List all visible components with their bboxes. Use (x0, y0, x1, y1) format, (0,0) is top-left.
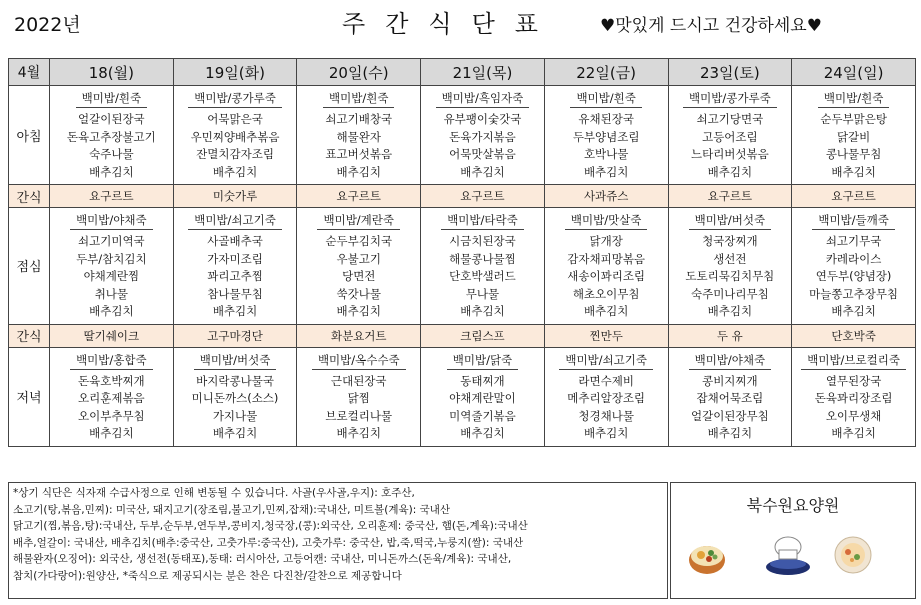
main-dish: 백미밥/들깨죽 (812, 212, 895, 230)
side-dish: 잡채어묵조림 (696, 391, 764, 405)
side-dish: 우불고기 (336, 251, 381, 266)
side-dish: 배추김치 (212, 304, 258, 318)
main-dish: 백미밥/쇠고기죽 (559, 352, 653, 370)
side-dish: 배추김치 (831, 426, 876, 440)
side-dish: 생선전 (713, 251, 747, 266)
side-dish: 돈육호박찌개 (78, 373, 145, 388)
header-slogan: ♥맛있게 드시고 건강하세요♥ (600, 16, 822, 36)
side-dish: 해물콩나물찜 (449, 251, 516, 266)
side-dish: 미니돈까스(소스) (191, 391, 279, 405)
side-dish: 닭갈비 (836, 129, 871, 144)
side-dish: 유채된장국 (578, 112, 634, 126)
meal-cell (297, 208, 421, 325)
side-dish: 배추김치 (460, 426, 505, 440)
side-dish: 두부양념조림 (572, 129, 640, 144)
side-dish: 돈육가지볶음 (449, 129, 516, 144)
side-dish: 배추김치 (212, 426, 258, 440)
side-dish: 호박나물 (583, 147, 629, 161)
header-year: 2022년 (14, 14, 81, 36)
day-header: 19일(화) (173, 59, 297, 86)
side-dish: 돈육고추장불고기 (66, 129, 156, 144)
side-dish: 배추김치 (336, 426, 381, 440)
side-dish: 쇠고기당면국 (696, 112, 764, 126)
side-dish: 두부/참치김치 (76, 251, 147, 266)
snack-cell: 요구르트 (50, 185, 174, 208)
side-dish: 메추리알장조림 (567, 391, 646, 405)
side-dish: 콩나물무침 (825, 147, 882, 161)
side-dish: 근대된장국 (330, 373, 387, 388)
side-dish: 야채계란찜 (83, 269, 140, 283)
dinner-row (9, 347, 916, 446)
side-dish: 닭개장 (589, 234, 623, 248)
side-dish: 라면수제비 (578, 373, 634, 388)
meal-cell (297, 86, 421, 185)
side-dish: 단호박샐러드 (449, 269, 516, 283)
notes-line: 참치(가다랑어):원양산, *죽식으로 제공되시는 분은 찬은 다진찬/갈찬으로 제공합니다 (13, 569, 402, 582)
side-dish: 야채계란말이 (449, 391, 516, 405)
side-dish: 돈육꽈리장조림 (814, 391, 893, 405)
meal-cell (544, 86, 668, 185)
side-dish: 표고버섯볶음 (325, 147, 393, 161)
side-dish: 순두부김치국 (325, 234, 393, 248)
meal-cell (668, 86, 792, 185)
side-dish: 참나물무침 (207, 286, 263, 301)
side-dish: 오이부추무침 (78, 408, 145, 423)
side-dish: 오리훈제볶음 (78, 391, 145, 405)
side-dish: 새송이꽈리조림 (567, 269, 646, 283)
main-dish: 백미밥/브로컬리죽 (801, 352, 906, 370)
facility-name: 북수원요양원 (746, 496, 840, 515)
snack-row (9, 324, 916, 347)
side-dish: 배추김치 (336, 304, 381, 318)
main-dish: 백미밥/맛살죽 (565, 212, 648, 230)
snack-cell: 사과쥬스 (544, 185, 668, 208)
day-header: 21일(목) (421, 59, 545, 86)
side-dish: 배추김치 (707, 426, 753, 440)
snack-cell: 두 유 (668, 324, 792, 347)
main-dish: 백미밥/옥수수죽 (312, 352, 406, 370)
month-cell: 4월 (9, 59, 50, 86)
side-dish: 숙주나물 (89, 147, 134, 161)
meal-cell (544, 347, 668, 446)
side-dish: 우민찌양배추볶음 (190, 129, 280, 144)
side-dish: 배추김치 (831, 164, 876, 179)
side-dish: 얼갈이된장국 (78, 112, 145, 126)
notes-line: 소고기(탕,볶음,민찌): 미국산, 돼지고기(장조림,불고기,민찌,잡채):국내산, 미트볼(계육): 국내산 (13, 503, 451, 516)
side-dish: 열무된장국 (825, 373, 882, 388)
side-dish: 꽈리고추찜 (207, 269, 263, 283)
side-dish: 배추김치 (707, 164, 753, 179)
side-dish: 미역줄기볶음 (449, 408, 516, 423)
ingredient-origin-notes (8, 482, 668, 599)
notes-line: *상기 식단은 식자재 수급사정으로 인해 변동될 수 있습니다. 사골(우사골,우지): 호주산, (13, 487, 415, 499)
facility-box (670, 482, 916, 599)
main-dish: 백미밥/흰죽 (818, 90, 889, 108)
snack-cell: 미숫가루 (173, 185, 297, 208)
meal-label-snack: 간식 (9, 185, 50, 208)
side-dish: 가자미조림 (207, 251, 263, 266)
main-dish: 백미밥/홍합죽 (70, 352, 153, 370)
main-dish: 백미밥/야채죽 (70, 212, 153, 230)
side-dish: 동태찌개 (460, 373, 505, 388)
side-dish: 숙주미나리무침 (690, 286, 769, 301)
meal-label-snack: 간식 (9, 324, 50, 347)
side-dish: 무나물 (465, 286, 500, 301)
day-header: 23일(토) (668, 59, 792, 86)
meal-cell (792, 86, 916, 185)
main-dish: 백미밥/닭죽 (447, 352, 518, 370)
meal-cell (50, 208, 174, 325)
meal-cell (50, 86, 174, 185)
side-dish: 카레라이스 (825, 251, 882, 266)
snack-cell: 단호박죽 (792, 324, 916, 347)
side-dish: 바지락콩나물국 (196, 373, 274, 388)
main-dish: 백미밥/버섯죽 (689, 212, 772, 230)
side-dish: 쑥갓나물 (336, 286, 381, 301)
snack-cell: 찐만두 (544, 324, 668, 347)
snack-cell: 요구르트 (792, 185, 916, 208)
side-dish: 잔멸치감자조림 (196, 147, 274, 161)
main-dish: 백미밥/흑임자죽 (436, 90, 530, 108)
meal-cell (668, 347, 792, 446)
meal-cell (421, 208, 545, 325)
snack-cell: 딸기쉐이크 (50, 324, 174, 347)
side-dish: 마늘쫑고추장무침 (809, 286, 899, 301)
side-dish: 취나물 (94, 286, 129, 301)
side-dish: 배추김치 (460, 304, 505, 318)
side-dish: 콩비지찌개 (702, 373, 758, 388)
weekly-menu-table (8, 58, 916, 447)
page-title: 주간식단표 (342, 10, 558, 38)
side-dish: 배추김치 (583, 426, 629, 440)
side-dish: 얼갈이된장무침 (690, 408, 769, 423)
snack-cell: 요구르트 (297, 185, 421, 208)
side-dish: 가지나물 (212, 408, 258, 423)
side-dish: 배추김치 (583, 164, 629, 179)
main-dish: 백미밥/쇠고기죽 (188, 212, 282, 230)
main-dish: 백미밥/타락죽 (441, 212, 524, 230)
side-dish: 어묵맛살볶음 (449, 147, 516, 161)
meal-label-dinner: 저녁 (9, 347, 50, 446)
meal-cell (173, 86, 297, 185)
side-dish: 시금치된장국 (449, 234, 516, 248)
bibimbap-bowl-icon (687, 538, 727, 578)
side-dish: 오이무생채 (825, 408, 882, 423)
main-dish: 백미밥/흰죽 (323, 90, 394, 108)
snack-cell: 화분요거트 (297, 324, 421, 347)
meal-cell (792, 208, 916, 325)
snack-cell: 요구르트 (421, 185, 545, 208)
chef-hat-dish-icon (763, 533, 813, 577)
side-dish: 유부팽이숯갓국 (443, 112, 522, 126)
lunch-row (9, 208, 916, 325)
side-dish: 배추김치 (460, 164, 505, 179)
side-dish: 배추김치 (831, 304, 876, 318)
side-dish: 감자채피망볶음 (567, 251, 646, 266)
side-dish: 배추김치 (89, 426, 134, 440)
main-dish: 백미밥/흰죽 (76, 90, 147, 108)
side-dish: 청경채나물 (578, 408, 634, 423)
side-dish: 쇠고기배창국 (325, 112, 393, 126)
side-dish: 브로컬리나물 (325, 408, 393, 423)
side-dish: 연두부(양념장) (815, 269, 892, 283)
snack-cell: 크림스프 (421, 324, 545, 347)
side-dish: 해초오이무침 (572, 286, 640, 301)
side-dish: 당면전 (342, 269, 376, 283)
side-dish: 사골배추국 (207, 234, 263, 248)
side-dish: 배추김치 (89, 164, 134, 179)
side-dish: 닭찜 (347, 391, 370, 405)
side-dish: 도토리묵김치무침 (685, 269, 775, 283)
rice-plate-icon (833, 535, 873, 575)
side-dish: 쇠고기무국 (825, 234, 882, 248)
side-dish: 쇠고기미역국 (78, 234, 145, 248)
meal-label-lunch: 점심 (9, 208, 50, 325)
snack-row (9, 185, 916, 208)
meal-cell (173, 347, 297, 446)
side-dish: 고등어조림 (702, 129, 758, 144)
side-dish: 배추김치 (707, 304, 753, 318)
main-dish: 백미밥/계란죽 (317, 212, 400, 230)
breakfast-row (9, 86, 916, 185)
main-dish: 백미밥/흰죽 (570, 90, 641, 108)
side-dish: 어묵맑은국 (207, 112, 263, 126)
meal-cell (421, 347, 545, 446)
day-header: 20일(수) (297, 59, 421, 86)
notes-line: 배추,얼갈이: 국내산, 배추김치(배추:중국산, 고춧가루:중국산), 고춧가루: 중국산, 밥,죽,떡국,누룽지(쌀): 국내산 (13, 536, 524, 549)
day-header: 18(월) (50, 59, 174, 86)
main-dish: 백미밥/콩가루죽 (188, 90, 282, 108)
main-dish: 백미밥/야채죽 (689, 352, 772, 370)
side-dish: 순두부맑은탕 (820, 112, 887, 126)
snack-cell: 요구르트 (668, 185, 792, 208)
main-dish: 백미밥/콩가루죽 (683, 90, 777, 108)
day-header: 22일(금) (544, 59, 668, 86)
meal-label-breakfast: 아침 (9, 86, 50, 185)
side-dish: 배추김치 (89, 304, 134, 318)
meal-cell (668, 208, 792, 325)
side-dish: 배추김치 (583, 304, 629, 318)
notes-line: 닭고기(찜,볶음,탕):국내산, 두부,순두부,연두부,콩비지,청국장,(콩):외국산, 오리훈제: 중국산, 햄(돈,계육):국내산 (13, 520, 528, 532)
notes-line: 해물완자(오징어): 외국산, 생선전(동태포),동태: 러시아산, 고등어캔: 국내산, 미니돈까스(돈육/계육): 국내산, (13, 553, 512, 565)
side-dish: 느타리버섯볶음 (690, 147, 769, 161)
meal-cell (173, 208, 297, 325)
date-header-row (9, 59, 916, 86)
day-header: 24일(일) (792, 59, 916, 86)
main-dish: 백미밥/버섯죽 (194, 352, 277, 370)
side-dish: 해물완자 (336, 129, 381, 144)
meal-cell (297, 347, 421, 446)
meal-cell (421, 86, 545, 185)
side-dish: 청국장찌개 (702, 234, 758, 248)
meal-cell (50, 347, 174, 446)
side-dish: 배추김치 (212, 164, 258, 179)
side-dish: 배추김치 (336, 164, 381, 179)
meal-cell (544, 208, 668, 325)
snack-cell: 고구마경단 (173, 324, 297, 347)
meal-cell (792, 347, 916, 446)
